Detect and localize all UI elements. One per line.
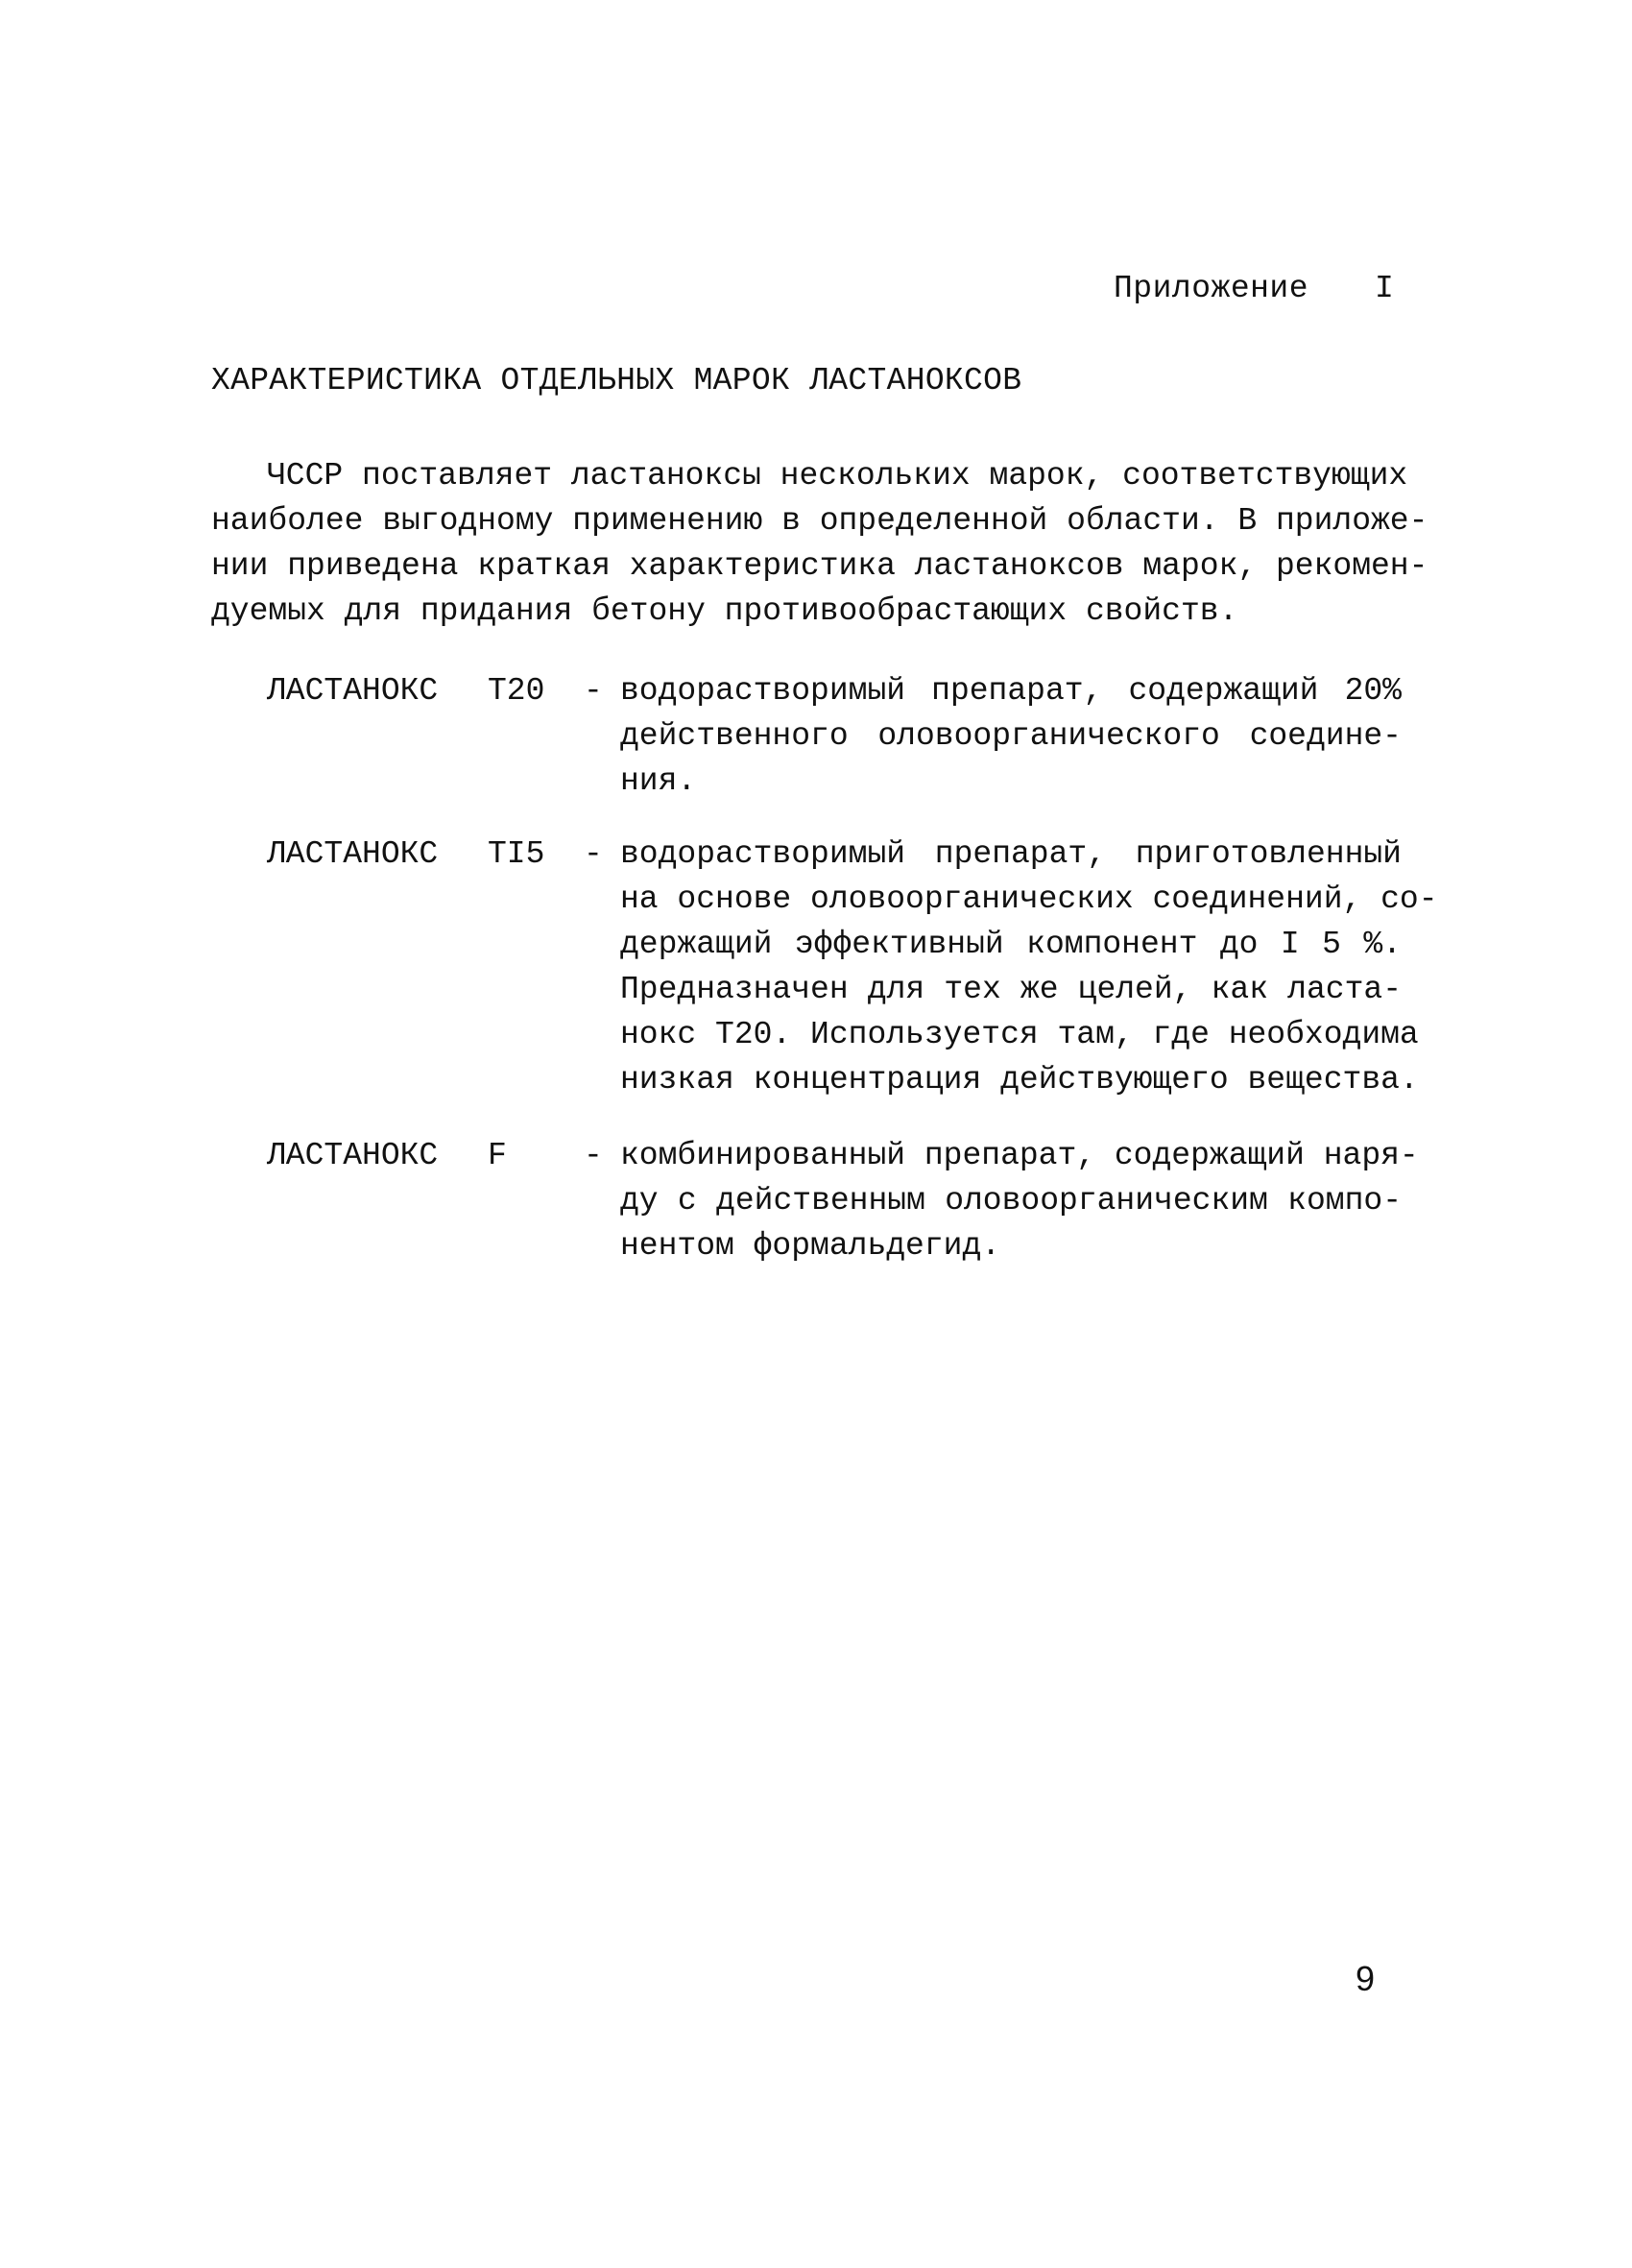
entry-f	[267, 1133, 1419, 1268]
description-line: ния.	[620, 763, 697, 799]
page-title: ХАРАКТЕРИСТИКА ОТДЕЛЬНЫХ МАРОК ЛАСТАНОКСОВ	[211, 363, 1022, 398]
entry-dash: -	[584, 673, 603, 709]
description-line: нентом формальдегид.	[620, 1228, 1001, 1264]
description-line: комбинированный препарат, содержащий наря-	[620, 1138, 1419, 1173]
entry-description	[620, 668, 1402, 804]
intro-line: наиболее выгодному применению в определенной области. В приложе-	[211, 503, 1428, 539]
entry-name: ЛАСТАНОКС	[267, 1138, 439, 1173]
entry-name: ЛАСТАНОКС	[267, 673, 439, 709]
description-line: держащий эффективный компонент до I 5 %.	[620, 927, 1402, 962]
entry-code: ТI5	[488, 836, 545, 872]
description-line: нокс Т20. Используется там, где необходима	[620, 1017, 1419, 1052]
description-line: на основе оловоорганических соединений, со-	[620, 881, 1438, 917]
page-number: 9	[1356, 1959, 1376, 1998]
appendix-number: I	[1375, 271, 1394, 306]
appendix-label: Приложение	[1114, 271, 1309, 306]
description-line: Предназначен для тех же целей, как ласта-	[620, 972, 1402, 1007]
entry-code: F	[488, 1138, 507, 1173]
entry-name: ЛАСТАНОКС	[267, 836, 439, 872]
intro-line: дуемых для придания бетону противообрастающих свойств.	[211, 593, 1238, 629]
intro-line: нии приведена краткая характеристика ластаноксов марок, рекомен-	[211, 548, 1428, 584]
entry-t15	[267, 832, 1438, 1102]
description-line: ду с действенным оловоорганическим компо-	[620, 1183, 1402, 1218]
description-line: низкая концентрация действующего вещества.	[620, 1062, 1419, 1098]
description-line: действенного оловоорганического соедине-	[620, 718, 1402, 754]
intro-line: ЧССР поставляет ластаноксы нескольких марок, соответствующих	[267, 458, 1408, 494]
entry-description	[620, 1133, 1419, 1268]
intro-paragraph	[211, 453, 1428, 634]
entry-dash: -	[584, 1138, 603, 1173]
entry-code: Т20	[488, 673, 545, 709]
description-line: водорастворимый препарат, содержащий 20%	[620, 673, 1402, 709]
entry-t20	[267, 668, 1402, 804]
description-line: водорастворимый препарат, приготовленный	[620, 836, 1402, 872]
entry-description	[620, 832, 1438, 1102]
entry-dash: -	[584, 836, 603, 872]
